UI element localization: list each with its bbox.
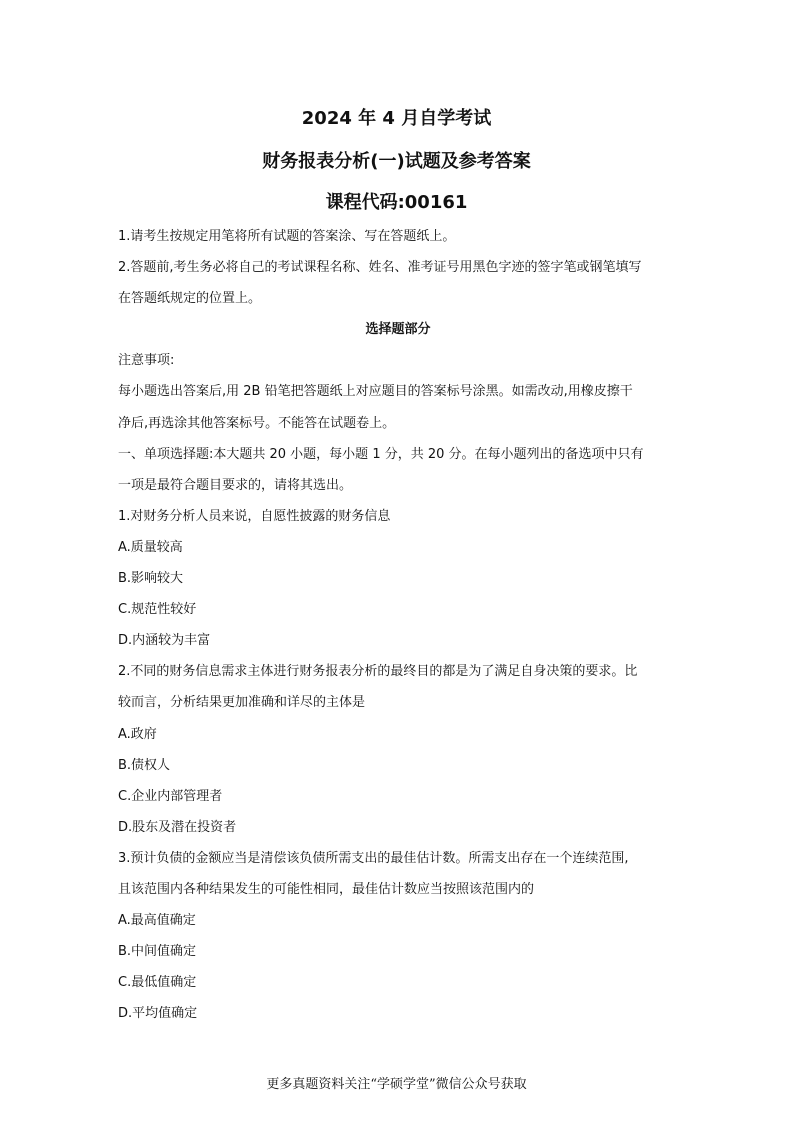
notes-text: 每小题选出答案后,用 2B 铅笔把答题纸上对应题目的答案标号涂黑。如需改动,用橡皮擦干 bbox=[118, 384, 633, 400]
q1-option-a: A.质量较高 bbox=[118, 539, 183, 555]
q1-option-c: C.规范性较好 bbox=[118, 602, 197, 618]
notes-heading: 注意事项: bbox=[118, 353, 175, 369]
q1-option-b: B.影响较大 bbox=[118, 571, 184, 587]
question-3-cont: 且该范围内各种结果发生的可能性相同，最佳估计数应当按照该范围内的 bbox=[118, 881, 535, 897]
instruction-2: 2.答题前,考生务必将自己的考试课程名称、姓名、准考证号用黑色字迹的签字笔或钢笔填写 bbox=[118, 260, 642, 276]
paper-title: 财务报表分析(一)试题及参考答案 bbox=[262, 151, 531, 172]
notes-text-cont: 净后,再选涂其他答案标号。不能答在试题卷上。 bbox=[118, 415, 396, 431]
q3-option-b: B.中间值确定 bbox=[118, 944, 197, 960]
question-3: 3.预计负债的金额应当是清偿该负债所需支出的最佳估计数。所需支出存在一个连续范围, bbox=[118, 850, 629, 866]
q2-option-b: B.债权人 bbox=[118, 757, 171, 773]
q2-option-c: C.企业内部管理者 bbox=[118, 788, 223, 804]
part-one-heading: 一、单项选择题:本大题共 20 小题，每小题 1 分，共 20 分。在每小题列出的备选项中只有 bbox=[118, 446, 644, 462]
question-2: 2.不同的财务信息需求主体进行财务报表分析的最终目的都是为了满足自身决策的要求。比 bbox=[118, 664, 638, 680]
q3-option-c: C.最低值确定 bbox=[118, 975, 197, 991]
question-2-cont: 较而言，分析结果更加准确和详尽的主体是 bbox=[118, 695, 366, 711]
instruction-2-cont: 在答题纸规定的位置上。 bbox=[118, 291, 262, 307]
q3-option-a: A.最高值确定 bbox=[118, 913, 196, 929]
q2-option-a: A.政府 bbox=[118, 726, 157, 742]
question-1: 1.对财务分析人员来说，自愿性披露的财务信息 bbox=[118, 508, 391, 524]
section-heading: 选择题部分 bbox=[365, 322, 431, 338]
q2-option-d: D.股东及潜在投资者 bbox=[118, 819, 237, 835]
q3-option-d: D.平均值确定 bbox=[118, 1006, 198, 1022]
instruction-1: 1.请考生按规定用笔将所有试题的答案涂、写在答题纸上。 bbox=[118, 229, 456, 244]
part-one-heading-cont: 一项是最符合题目要求的，请将其选出。 bbox=[118, 477, 353, 493]
q1-option-d: D.内涵较为丰富 bbox=[118, 633, 211, 649]
course-code: 课程代码:00161 bbox=[325, 192, 468, 213]
document-body bbox=[118, 226, 678, 1034]
exam-title: 2024 年 4 月自学考试 bbox=[301, 108, 492, 129]
footer-note: 更多真题资料关注“学硕学堂”微信公众号获取 bbox=[266, 1077, 527, 1092]
